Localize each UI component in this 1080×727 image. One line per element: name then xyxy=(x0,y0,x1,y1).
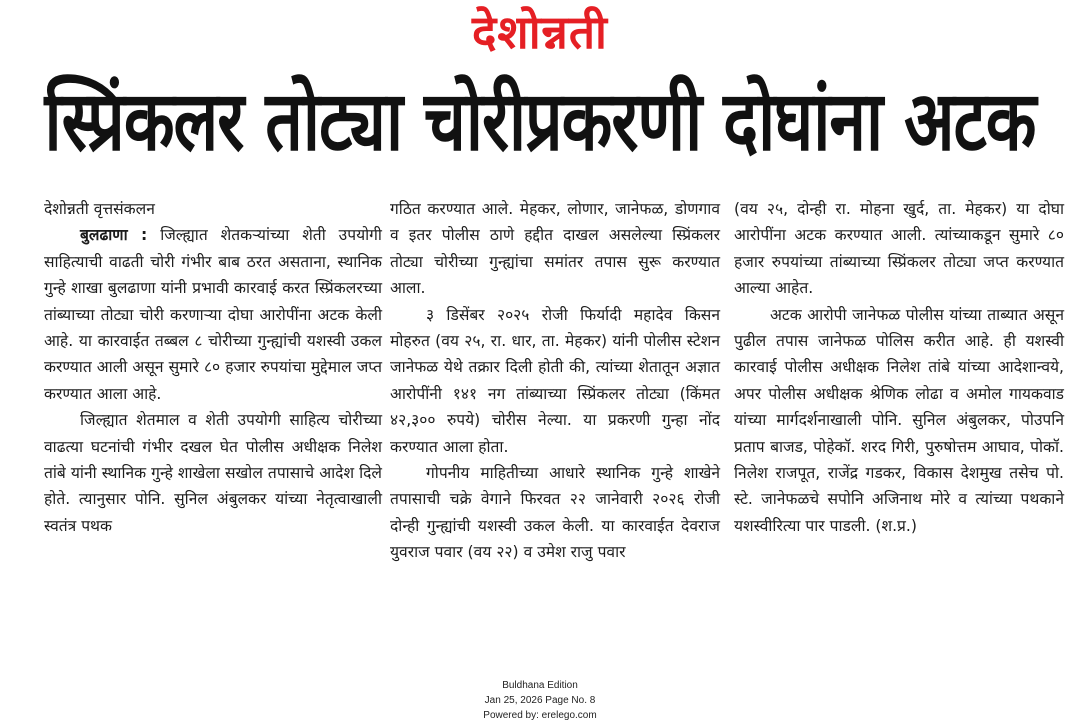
edition-label: Buldhana Edition xyxy=(502,680,578,691)
newspaper-logo: देशोन्नती xyxy=(472,5,608,59)
article-column-2 xyxy=(390,196,720,566)
article-paragraph: गोपनीय माहितीच्या आधारे स्थानिक गुन्हे शाखेने तपासाची चक्रे वेगाने फिरवत २२ जानेवारी २०२६ रोजी दोन्ही गुन्ह्यांची यशस्वी उकल केली. या कारवाईत देवराज युवराज पवार (वय २२) व उमेश राजु पवार xyxy=(390,464,720,562)
article-paragraph: ३ डिसेंबर २०२५ रोजी फिर्यादी महादेव किसन मोहरुत (वय २५, रा. धार, ता. मेहकर) यांनी पोलीस स्टेशन जानेफळ येथे तक्रार दिली होती की, त्यांच्या शेतातून अज्ञात आरोपींनी १४१ नग तांब्याच्या स्प्रिंकलर तोट्या (किंमत ४२,३०० रुपये) चोरीस नेल्या. या प्रकरणी गुन्हा नोंद करण्यात आला होता. xyxy=(390,305,720,456)
article-paragraph xyxy=(44,222,382,407)
date-page-label: Jan 25, 2026 Page No. 8 xyxy=(484,695,596,706)
article-byline: देशोन्नती वृत्तसंकलन xyxy=(44,200,155,218)
article-dateline: बुलढाणा : xyxy=(80,226,148,245)
powered-by-label: Powered by: erelego.com xyxy=(483,710,597,721)
article-paragraph: गठित करण्यात आले. मेहकर, लोणार, जानेफळ, डोणगाव व इतर पोलीस ठाणे हद्दीत दाखल असलेल्या स्प्रिंकलर तोट्या चोरीच्या गुन्ह्यांचा समांतर तपास सुरू करण्यात आला. xyxy=(390,200,720,298)
article-paragraph-text: जिल्ह्यात शेतकऱ्यांच्या शेती उपयोगी साहित्याची वाढती चोरी गंभीर बाब ठरत असताना, स्थानिक गुन्हे शाखा बुलढाणा यांनी प्रभावी कारवाई करत स्प्रिंकलरच्या तांब्याच्या तोट्या चोरी करणाऱ्या दोघा आरोपींना अटक केली आहे. या कारवाईत तब्बल ८ चोरीच्या गुन्ह्यांची यशस्वी उकल करण्यात आली असून सुमारे ८० हजार रुपयांचा मुद्देमाल जप्त करण्यात आला आहे. xyxy=(44,226,382,403)
article-paragraph: अटक आरोपी जानेफळ पोलीस यांच्या ताब्यात असून पुढील तपास जानेफळ पोलिस करीत आहे. ही यशस्वी कारवाई पोलीस अधीक्षक निलेश तांबे यांच्या आदेशान्वये, अपर पोलीस अधीक्षक श्रेणिक लोढा व अमोल गायकवाड यांच्या मार्गदर्शनाखाली पोनि. सुनिल अंबुलकर, पोउपनि प्रताप बाजड, पोहेकॉ. शरद गिरी, पुरुषोत्तम आघाव, पोकॉ. निलेश राजपूत, राजेंद्र गडकर, विकास देशमुख तसेच पो. स्टे. जानेफळचे सपोनि अजिनाथ मोरे व त्यांच्या पथकाने यशस्वीरित्या पार पाडली. (श.प्र.) xyxy=(734,305,1064,535)
article-paragraph: (वय २५, दोन्ही रा. मोहना खुर्द, ता. मेहकर) या दोघा आरोपींना अटक करण्यात आली. त्यांच्याकडून सुमारे ८० हजार रुपयांच्या तांब्याच्या स्प्रिंकलर तोट्या जप्त करण्यात आल्या आहेत. xyxy=(734,200,1064,298)
article-headline: स्प्रिंकलर तोट्या चोरीप्रकरणी दोघांना अटक xyxy=(44,73,1036,170)
page-footer xyxy=(440,678,640,723)
article-column-1 xyxy=(44,196,382,539)
article-paragraph: जिल्ह्यात शेतमाल व शेती उपयोगी साहित्य चोरीच्या वाढत्या घटनांची गंभीर दखल घेत पोलीस अधीक्षक निलेश तांबे यांनी स्थानिक गुन्हे शाखेला सखोल तपासाचे आदेश दिले होते. त्यानुसार पोनि. सुनिल अंबुलकर यांच्या नेतृत्वाखाली स्वतंत्र पथक xyxy=(44,411,382,535)
article-column-3 xyxy=(734,196,1064,539)
